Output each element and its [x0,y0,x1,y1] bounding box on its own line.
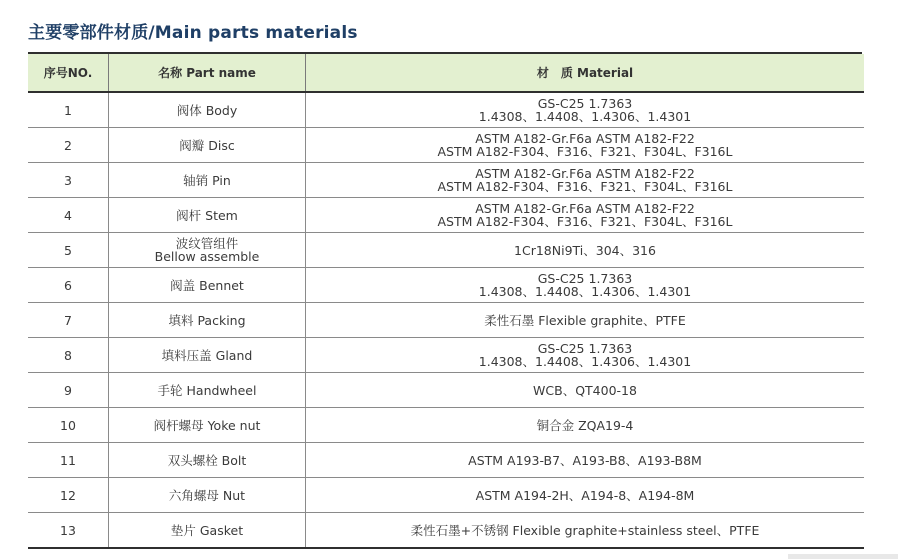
material-cell [306,198,865,233]
row-number: 8 [28,338,109,373]
table-row [28,268,864,303]
row-number: 2 [28,128,109,163]
page-title: 主要零部件材质/Main parts materials [28,23,358,43]
header-part-name: 名称 Part name [109,54,306,92]
material-line: GS-C25 1.7363 [537,96,633,111]
header-row [28,54,864,92]
material-line: ASTM A182-Gr.F6a ASTM A182-F22 [475,201,695,216]
row-number: 1 [28,92,109,128]
material-line: WCB、QT400-18 [533,382,637,398]
part-name-line: 阀盖 Bennet [170,277,244,293]
part-name-line: 阀杆 Stem [176,207,238,223]
part-name-line: 阀杆螺母 Yoke nut [153,417,261,433]
table-body [28,92,864,548]
row-number: 12 [28,478,109,513]
row-number: 7 [28,303,109,338]
material-cell [306,303,865,338]
corner-decoration [788,554,898,559]
part-name-cell [109,338,306,373]
part-name-line: 阀瓣 Disc [179,137,235,153]
material-cell [306,128,865,163]
part-name-cell [109,513,306,549]
part-name-line: Bellow assemble [154,249,260,264]
part-name-cell [109,233,306,268]
material-line: GS-C25 1.7363 [537,271,633,286]
part-name-cell [109,373,306,408]
table-row [28,128,864,163]
table-row [28,373,864,408]
part-name-cell [109,408,306,443]
part-name-line: 手轮 Handwheel [157,382,257,398]
part-name-cell [109,268,306,303]
row-number: 9 [28,373,109,408]
part-name-line: 轴销 Pin [183,172,231,188]
material-cell [306,478,865,513]
part-name-line: 垫片 Gasket [170,522,244,538]
part-name-line: 双头螺栓 Bolt [167,452,247,468]
material-line: 1.4308、1.4408、1.4306、1.4301 [478,354,692,369]
part-name-line: 填料 Packing [168,312,246,328]
part-name-cell [109,92,306,128]
row-number: 4 [28,198,109,233]
header-material: 材 质 Material [306,54,865,92]
material-line: 1.4308、1.4408、1.4306、1.4301 [478,284,692,299]
material-cell [306,92,865,128]
table-row [28,338,864,373]
table-row [28,198,864,233]
part-name-line: 波纹管组件 [175,236,239,251]
row-number: 10 [28,408,109,443]
material-line: 柔性石墨 Flexible graphite、PTFE [484,312,686,328]
part-name-cell [109,478,306,513]
table-row [28,303,864,338]
part-name-cell [109,198,306,233]
part-name-line: 填料压盖 Gland [161,347,253,363]
table-row [28,443,864,478]
material-line: ASTM A194-2H、A194-8、A194-8M [475,487,695,503]
table-row [28,92,864,128]
material-line: ASTM A182-F304、F316、F321、F304L、F316L [437,214,733,229]
material-line: GS-C25 1.7363 [537,341,633,356]
table-row [28,408,864,443]
material-cell [306,513,865,549]
material-line: 铜合金 ZQA19-4 [536,417,634,433]
part-name-cell [109,163,306,198]
header-no: 序号NO. [28,54,109,92]
material-line: 1.4308、1.4408、1.4306、1.4301 [478,109,692,124]
material-line: 柔性石墨+不锈钢 Flexible graphite+stainless steel、PTFE [410,522,760,538]
material-cell [306,268,865,303]
table-row [28,478,864,513]
row-number: 5 [28,233,109,268]
part-name-cell [109,128,306,163]
row-number: 3 [28,163,109,198]
material-cell [306,408,865,443]
material-cell [306,443,865,478]
material-line: ASTM A182-Gr.F6a ASTM A182-F22 [475,131,695,146]
part-name-cell [109,303,306,338]
material-cell [306,338,865,373]
row-number: 11 [28,443,109,478]
material-line: ASTM A182-Gr.F6a ASTM A182-F22 [475,166,695,181]
part-name-line: 六角螺母 Nut [168,487,246,503]
part-name-cell [109,443,306,478]
material-cell [306,163,865,198]
material-line: 1Cr18Ni9Ti、304、316 [514,242,656,258]
material-cell [306,233,865,268]
material-line: ASTM A193-B7、A193-B8、A193-B8M [468,452,702,468]
parts-materials-table [28,54,864,549]
material-line: ASTM A182-F304、F316、F321、F304L、F316L [437,179,733,194]
table-row [28,233,864,268]
row-number: 13 [28,513,109,549]
part-name-line: 阀体 Body [176,102,238,118]
material-cell [306,373,865,408]
row-number: 6 [28,268,109,303]
material-line: ASTM A182-F304、F316、F321、F304L、F316L [437,144,733,159]
table-row [28,163,864,198]
table-row [28,513,864,549]
